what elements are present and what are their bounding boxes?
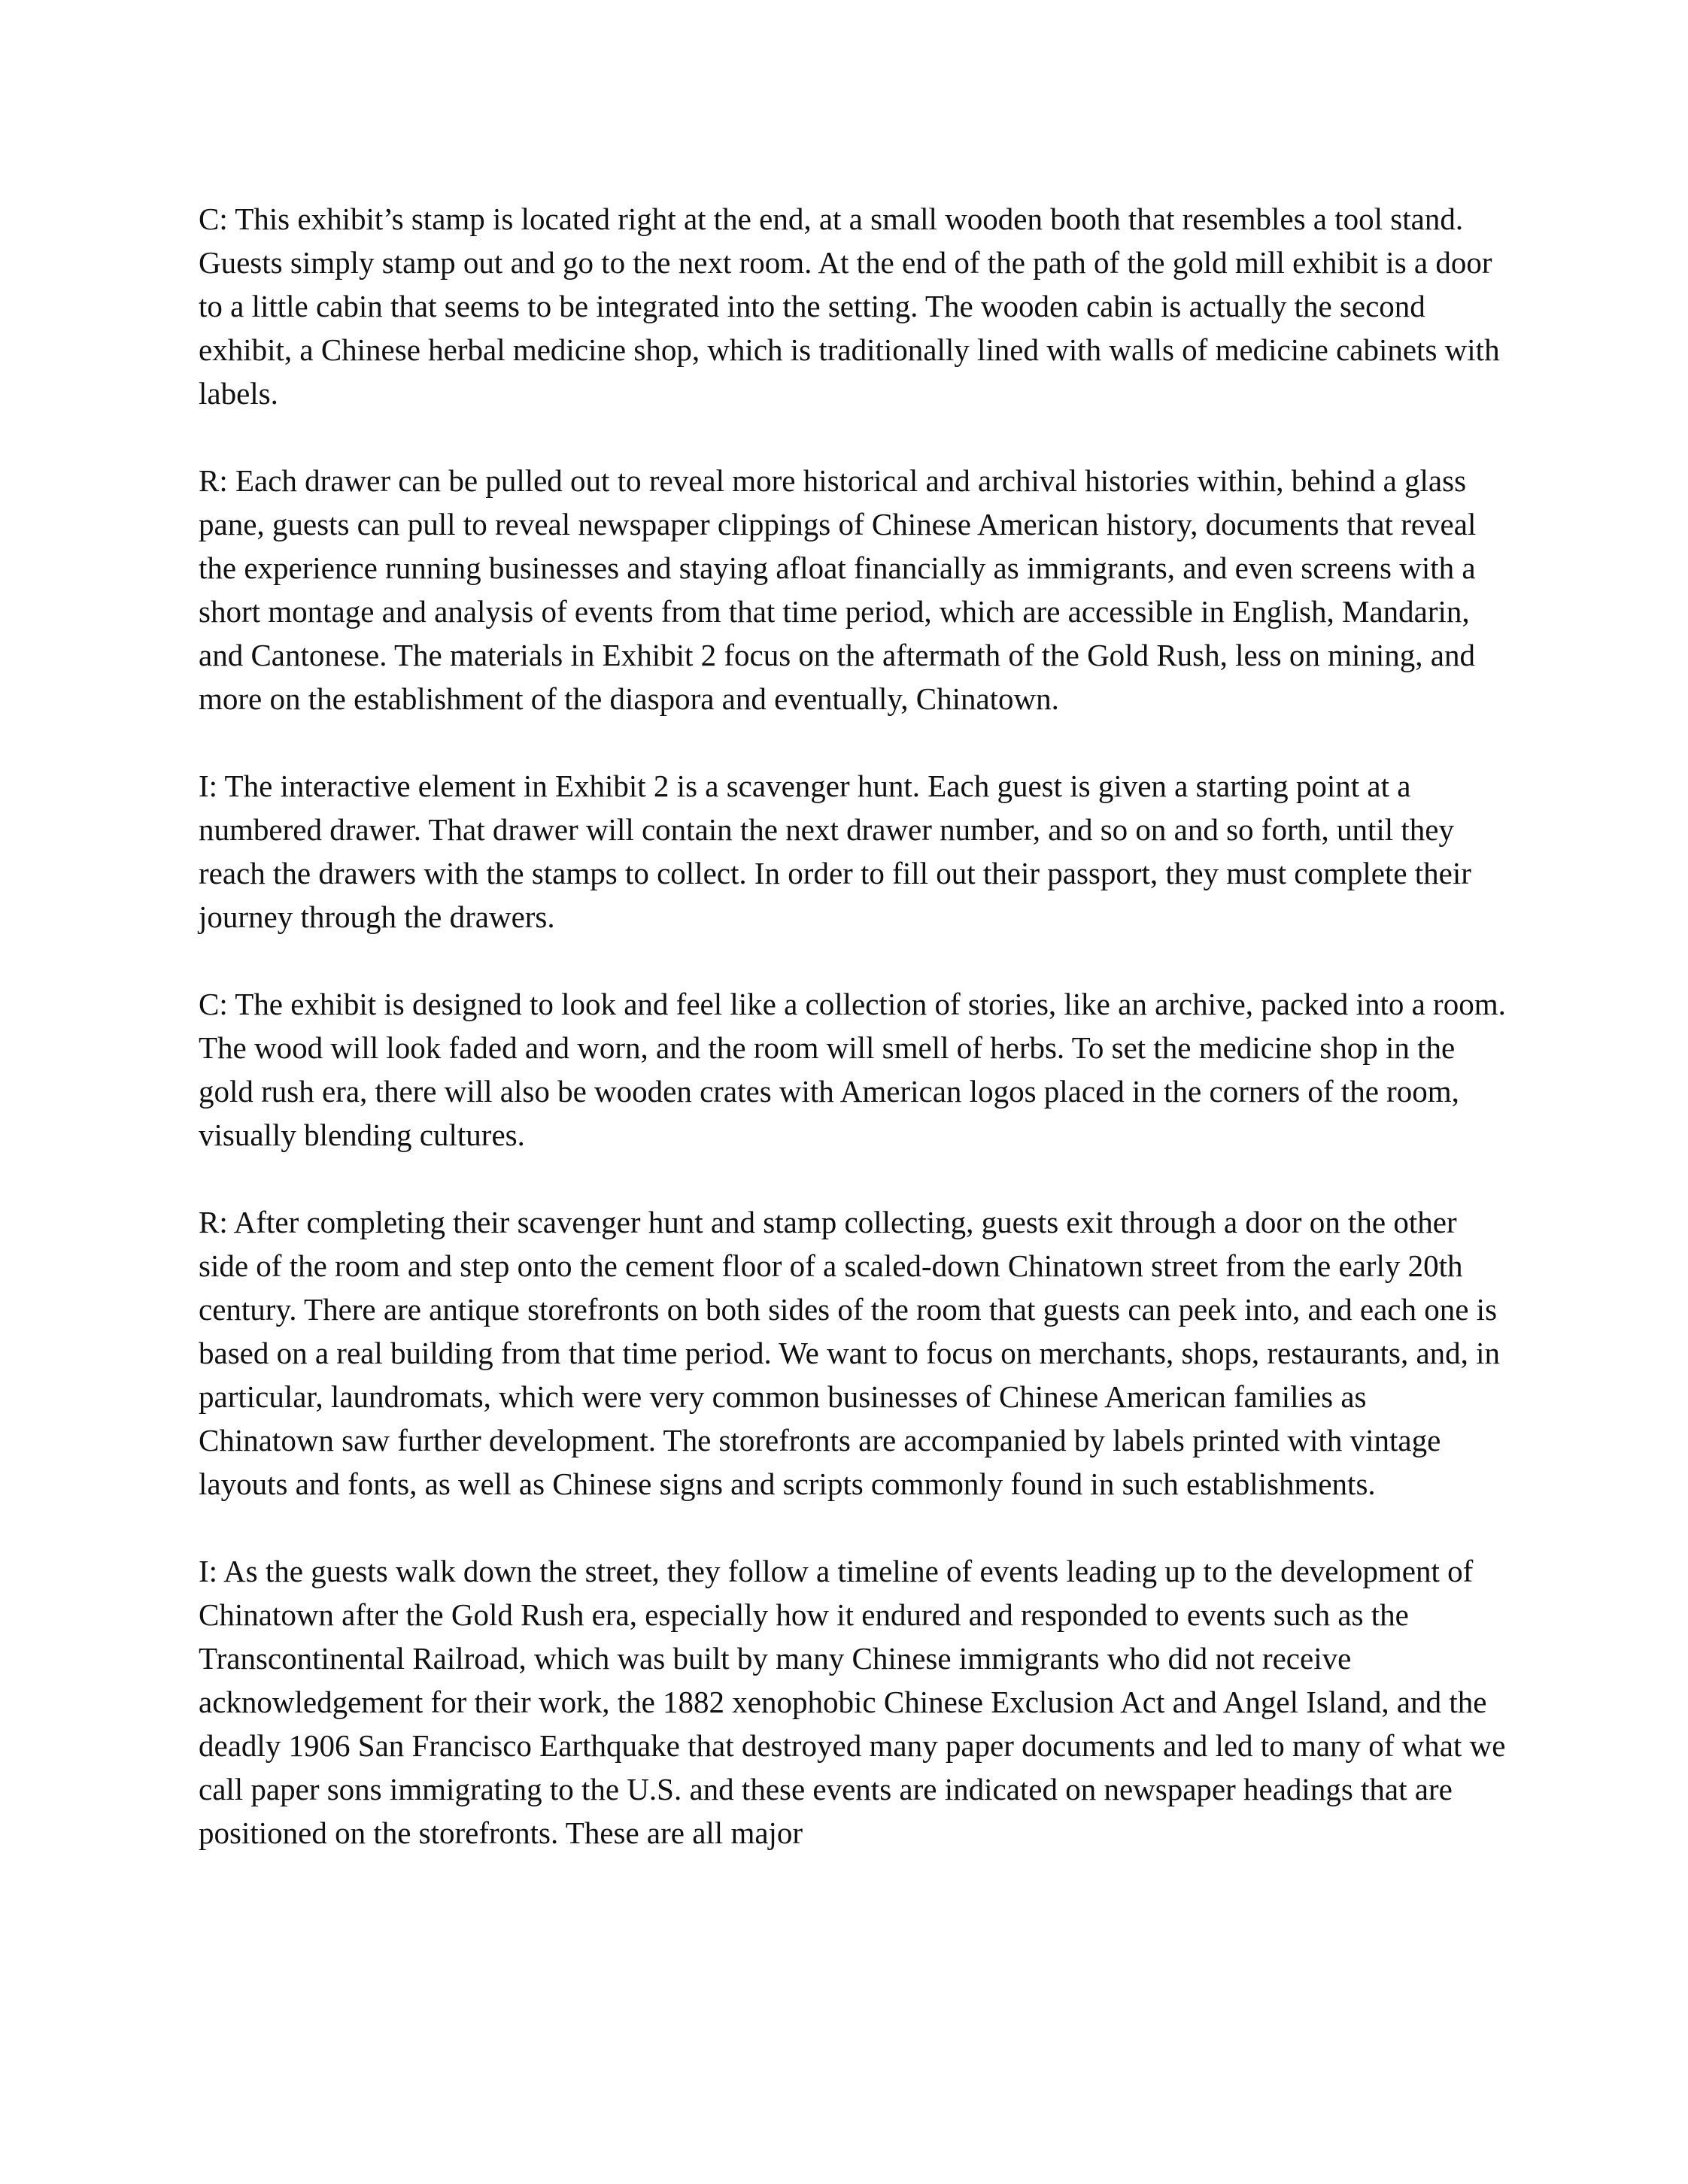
paragraph-i-timeline: I: As the guests walk down the street, they follow a timeline of events leading up to the development of Chinatown after the Gold Rush era, especially how it endured and responded to events such as the Transcontinental Railroad, which was built by many Chinese immigrants who did not receive acknowledgement for their work, the 1882 xenophobic Chinese Exclusion Act and Angel Island, and the deadly 1906 San Francisco Earthquake that destroyed many paper documents and led to many of what we call paper sons immigrating to the U.S. and these events are indicated on newspaper headings that are positioned on the storefronts. These are all major — [199, 1554, 1506, 1850]
paragraph-c-archive-room: C: The exhibit is designed to look and feel like a collection of stories, like an archive, packed into a room. The wood will look faded and worn, and the room will smell of herbs. To set the medicine shop in the gold rush era, there will also be wooden crates with American logos placed in the corners of the room, visually blending cultures. — [199, 987, 1506, 1152]
paragraph-i-scavenger-hunt: I: The interactive element in Exhibit 2 is a scavenger hunt. Each guest is given a starting point at a numbered drawer. That drawer will contain the next drawer number, and so on and so forth, until they reach the drawers with the stamps to collect. In order to fill out their passport, they must complete their journey through the drawers. — [199, 769, 1471, 934]
document-body — [199, 197, 1507, 1898]
paragraph-r-drawers: R: Each drawer can be pulled out to reveal more historical and archival histories within, behind a glass pane, guests can pull to reveal newspaper clippings of Chinese American history, documents that reveal the experience running businesses and staying afloat financially as immigrants, and even screens with a short montage and analysis of events from that time period, which are accessible in English, Mandarin, and Cantonese. The materials in Exhibit 2 focus on the aftermath of the Gold Rush, less on mining, and more on the establishment of the diaspora and eventually, Chinatown. — [199, 463, 1477, 716]
paragraph-c-exhibit-stamp: C: This exhibit’s stamp is located right at the end, at a small wooden booth that resembles a tool stand. Guests simply stamp out and go to the next room. At the end of the path of the gold mill exhibit is a door to a little cabin that seems to be integrated into the setting. The wooden cabin is actually the second exhibit, a Chinese herbal medicine shop, which is traditionally lined with walls of medicine cabinets with labels. — [199, 202, 1500, 411]
paragraph-r-chinatown-street: R: After completing their scavenger hunt and stamp collecting, guests exit through a door on the other side of the room and step onto the cement floor of a scaled-down Chinatown street from the early 20th century. There are antique storefronts on both sides of the room that guests can peek into, and each one is based on a real building from that time period. We want to focus on merchants, shops, restaurants, and, in particular, laundromats, which were very common businesses of Chinese American families as Chinatown saw further development. The storefronts are accompanied by labels printed with vintage layouts and fonts, as well as Chinese signs and scripts commonly found in such establishments. — [199, 1205, 1501, 1501]
